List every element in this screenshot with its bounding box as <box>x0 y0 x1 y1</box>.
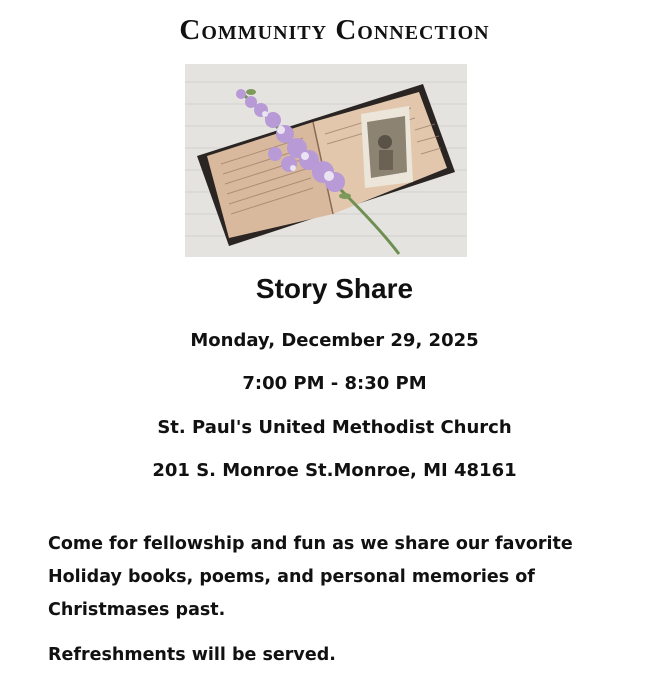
journal-photo-icon <box>185 64 467 257</box>
event-date: Monday, December 29, 2025 <box>190 330 479 351</box>
event-time: 7:00 PM - 8:30 PM <box>242 373 427 394</box>
event-description: Come for fellowship and fun as we share our favorite Holiday books, poems, and personal memories of Christmases past. <box>48 534 573 620</box>
event-title: Story Share <box>255 273 414 304</box>
event-venue: St. Paul's United Methodist Church <box>157 417 512 438</box>
refreshments-note: Refreshments will be served. <box>48 645 336 665</box>
event-address: 201 S. Monroe St.Monroe, MI 48161 <box>152 460 517 481</box>
journal-flowers-photo <box>185 64 467 257</box>
page-title: Community Connection <box>179 14 490 46</box>
